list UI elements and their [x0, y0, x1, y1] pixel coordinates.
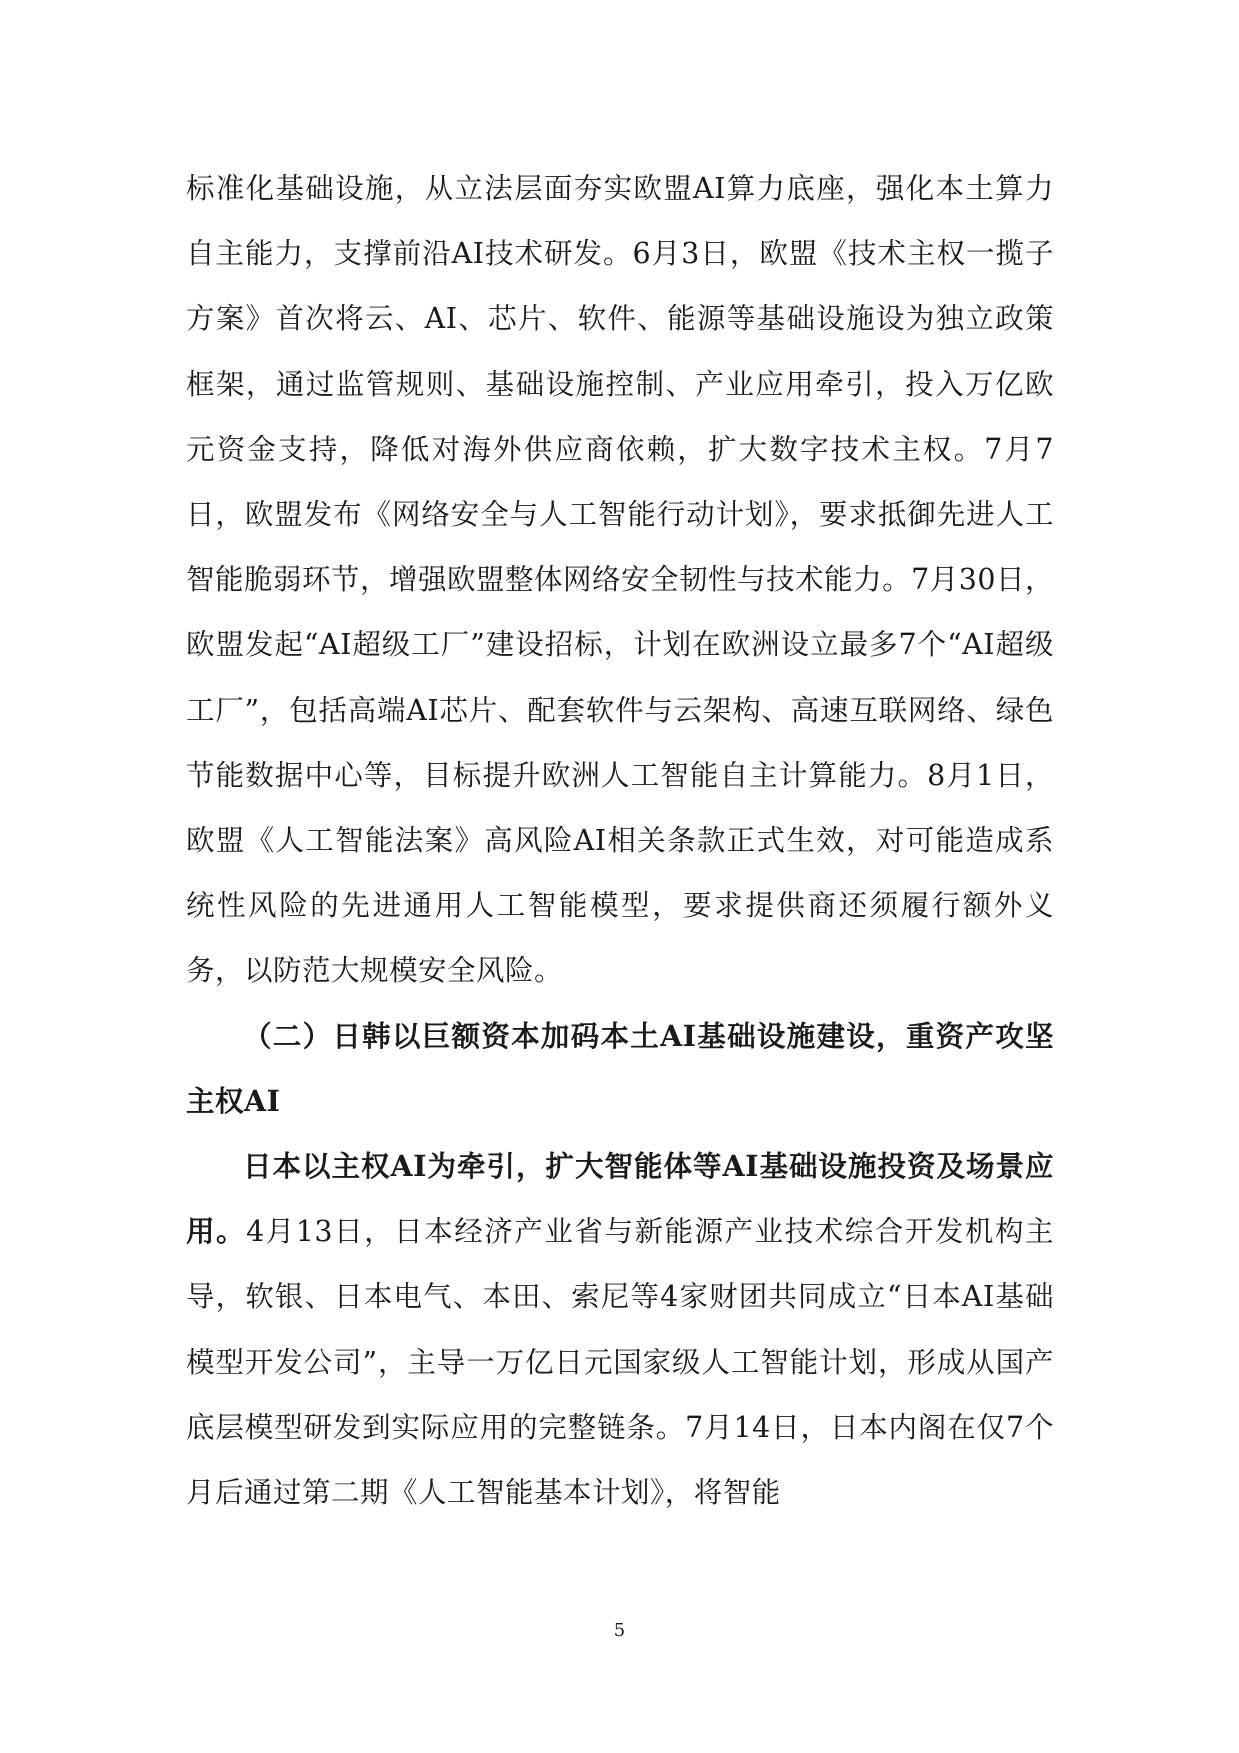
body-text — [186, 156, 1054, 1525]
paragraph-lead-sentence: 日本以主权AI为牵引，扩大智能体等AI基础设施投资及场景应用。 — [186, 1149, 1054, 1249]
paragraph-eu-infrastructure: 标准化基础设施，从立法层面夯实欧盟AI算力底座，强化本土算力自主能力，支撑前沿AI技术研发。6月3日，欧盟《技术主权一揽子方案》首次将云、AI、芯片、软件、能源等基础设施设为独立政策框架，通过监管规则、基础设施控制、产业应用牵引，投入万亿欧元资金支持，降低对海外供应商依赖，扩大数字技术主权。7月7日，欧盟发布《网络安全与人工智能行动计划》，要求抵御先进人工智能脆弱环节，增强欧盟整体网络安全韧性与技术能力。7月30日，欧盟发起“AI超级工厂”建设招标，计划在欧洲设立最多7个“AI超级工厂”，包括高端AI芯片、配套软件与云架构、高速互联网络、绿色节能数据中心等，目标提升欧洲人工智能自主计算能力。8月1日，欧盟《人工智能法案》高风险AI相关条款正式生效，对可能造成系统性风险的先进通用人工智能模型，要求提供商还须履行额外义务，以防范大规模安全风险。 — [186, 172, 1054, 988]
section-heading: （二）日韩以巨额资本加码本土AI基础设施建设，重资产攻坚主权AI — [186, 1018, 1054, 1118]
paragraph-japan — [186, 1134, 1054, 1525]
paragraph-body: 4月13日，日本经济产业省与新能源产业技术综合开发机构主导，软银、日本电气、本田、索尼等4家财团共同成立“日本AI基础模型开发公司”，主导一万亿日元国家级人工智能计划，形成从国产底层模型研发到实际应用的完整链条。7月14日，日本内阁在仅7个月后通过第二期《人工智能基本计划》，将智能 — [186, 1215, 1054, 1510]
page-number: 5 — [613, 1620, 626, 1641]
